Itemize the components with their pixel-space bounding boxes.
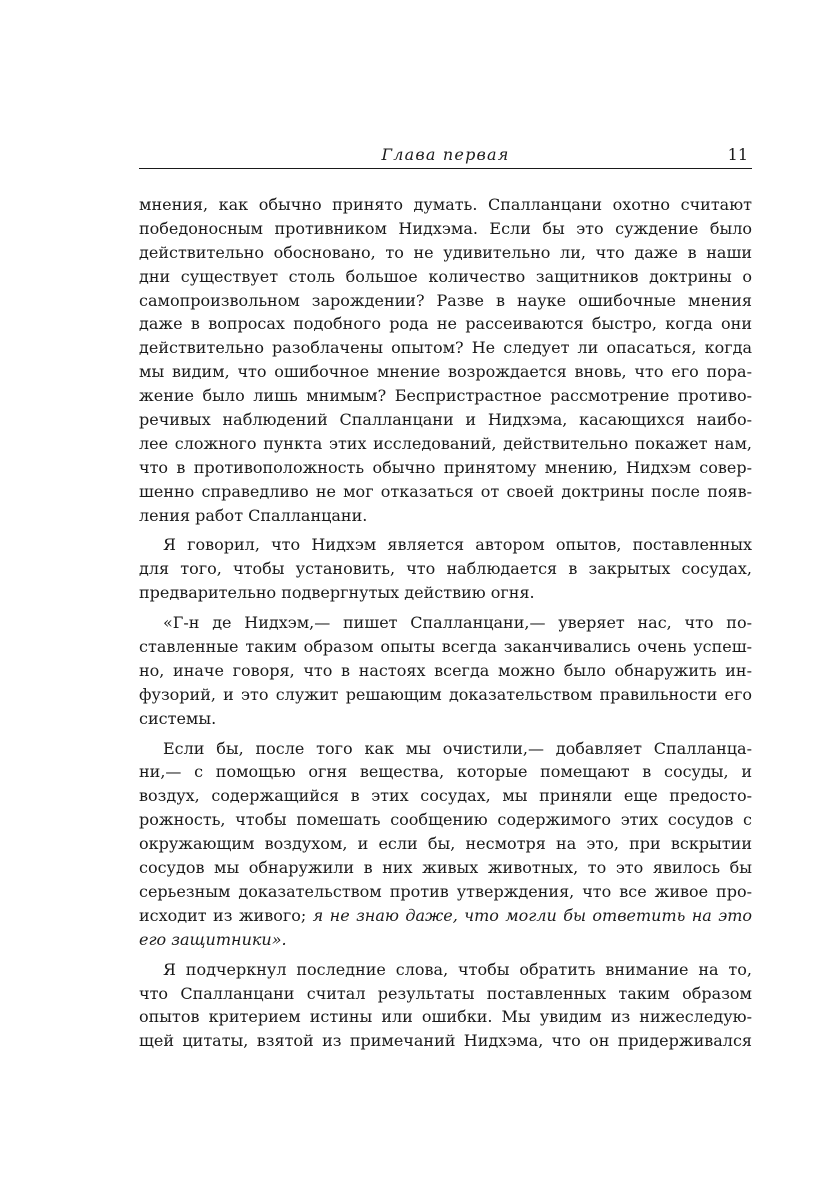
text-line-mixed: [139, 904, 752, 928]
text-line: щей цитаты, взятой из примечаний Нидхэма, что он придерживался: [139, 1031, 752, 1051]
text-line: речивых наблюдений Спалланцани и Нидхэма, касающихся наибо-: [139, 410, 752, 430]
text-line: Если бы, после того как мы очистили,— добавляет Спалланца-: [163, 738, 752, 758]
text-line: для того, чтобы установить, что наблюдается в закрытых сосудах,: [139, 559, 752, 579]
header-rule: [139, 168, 752, 169]
text-line: дни существует столь большое количество защитников доктрины о: [139, 266, 752, 286]
paragraph-5: [139, 958, 752, 1054]
text-line: сосудов мы обнаружили в них живых животных, то это явилось бы: [139, 858, 752, 878]
text-line: системы.: [139, 708, 217, 728]
text-line: ни,— с помощью огня вещества, которые помещают в сосуды, и: [139, 762, 752, 782]
emphasized-text: я не знаю даже, что могли бы ответить на это: [312, 905, 752, 925]
text-line: ления работ Спалланцани.: [139, 505, 368, 525]
body-text: [139, 193, 752, 1059]
running-head-title: Глава первая: [381, 145, 510, 164]
text-line: мнения, как обычно принято думать. Спалланцани охотно считают: [139, 195, 752, 214]
text-line: воздух, содержащийся в этих сосудах, мы приняли еще предосто-: [139, 786, 752, 806]
text-line: «Г-н де Нидхэм,— пишет Спалланцани,— уверяет нас, что по-: [163, 613, 752, 633]
text-line: но, иначе говоря, что в настоях всегда можно было обнаружить ин-: [139, 660, 752, 680]
paragraph-1: [139, 193, 752, 527]
text-line: окружающим воздухом, и если бы, несмотря на это, при вскрытии: [139, 834, 752, 854]
text-line: мы видим, что ошибочное мнение возрождается вновь, что его пора-: [139, 362, 752, 382]
plain-text: исходит из живого;: [139, 905, 313, 925]
text-line: действительно обосновано, то не удивительно ли, что даже в наши: [139, 242, 752, 262]
text-line: победоносным противником Нидхэма. Если бы это суждение было: [139, 218, 752, 238]
text-line: предварительно подвергнутых действию огня.: [139, 583, 535, 603]
text-line: что в противоположность обычно принятому мнению, Нидхэм совер-: [139, 457, 752, 477]
text-line: самопроизвольном зарождении? Разве в науке ошибочные мнения: [139, 290, 752, 310]
text-line: жение было лишь мнимым? Беспристрастное рассмотрение противо-: [139, 386, 752, 406]
page-header: [139, 145, 752, 169]
page-number: 11: [727, 145, 748, 164]
text-line: серьезным доказательством против утверждения, что все живое про-: [139, 881, 752, 901]
text-line: опытов критерием истины или ошибки. Мы увидим из нижеследую-: [139, 1007, 752, 1027]
text-line: Я говорил, что Нидхэм является автором опытов, поставленных: [163, 535, 752, 555]
text-line: действительно разоблачены опытом? Не следует ли опасаться, когда: [139, 338, 752, 358]
paragraph-2: [139, 533, 752, 605]
text-line: что Спалланцани считал результаты поставленных таким образом: [139, 983, 752, 1003]
text-line: лее сложного пункта этих исследований, действительно покажет нам,: [139, 433, 752, 453]
paragraph-4: [139, 737, 752, 952]
text-line: рожность, чтобы помешать сообщению содержимого этих сосудов с: [139, 810, 752, 830]
paragraph-3: [139, 611, 752, 730]
text-line: шенно справедливо не мог отказаться от своей доктрины после появ-: [139, 481, 752, 501]
text-line: фузорий, и это служит решающим доказательством правильности его: [139, 684, 752, 704]
text-line: ставленные таким образом опыты всегда заканчивались очень успеш-: [139, 637, 752, 657]
text-line: Я подчеркнул последние слова, чтобы обратить внимание на то,: [163, 959, 752, 979]
text-line: даже в вопросах подобного рода не рассеиваются быстро, когда они: [139, 314, 752, 334]
emphasized-text-line: его защитники».: [139, 929, 287, 949]
